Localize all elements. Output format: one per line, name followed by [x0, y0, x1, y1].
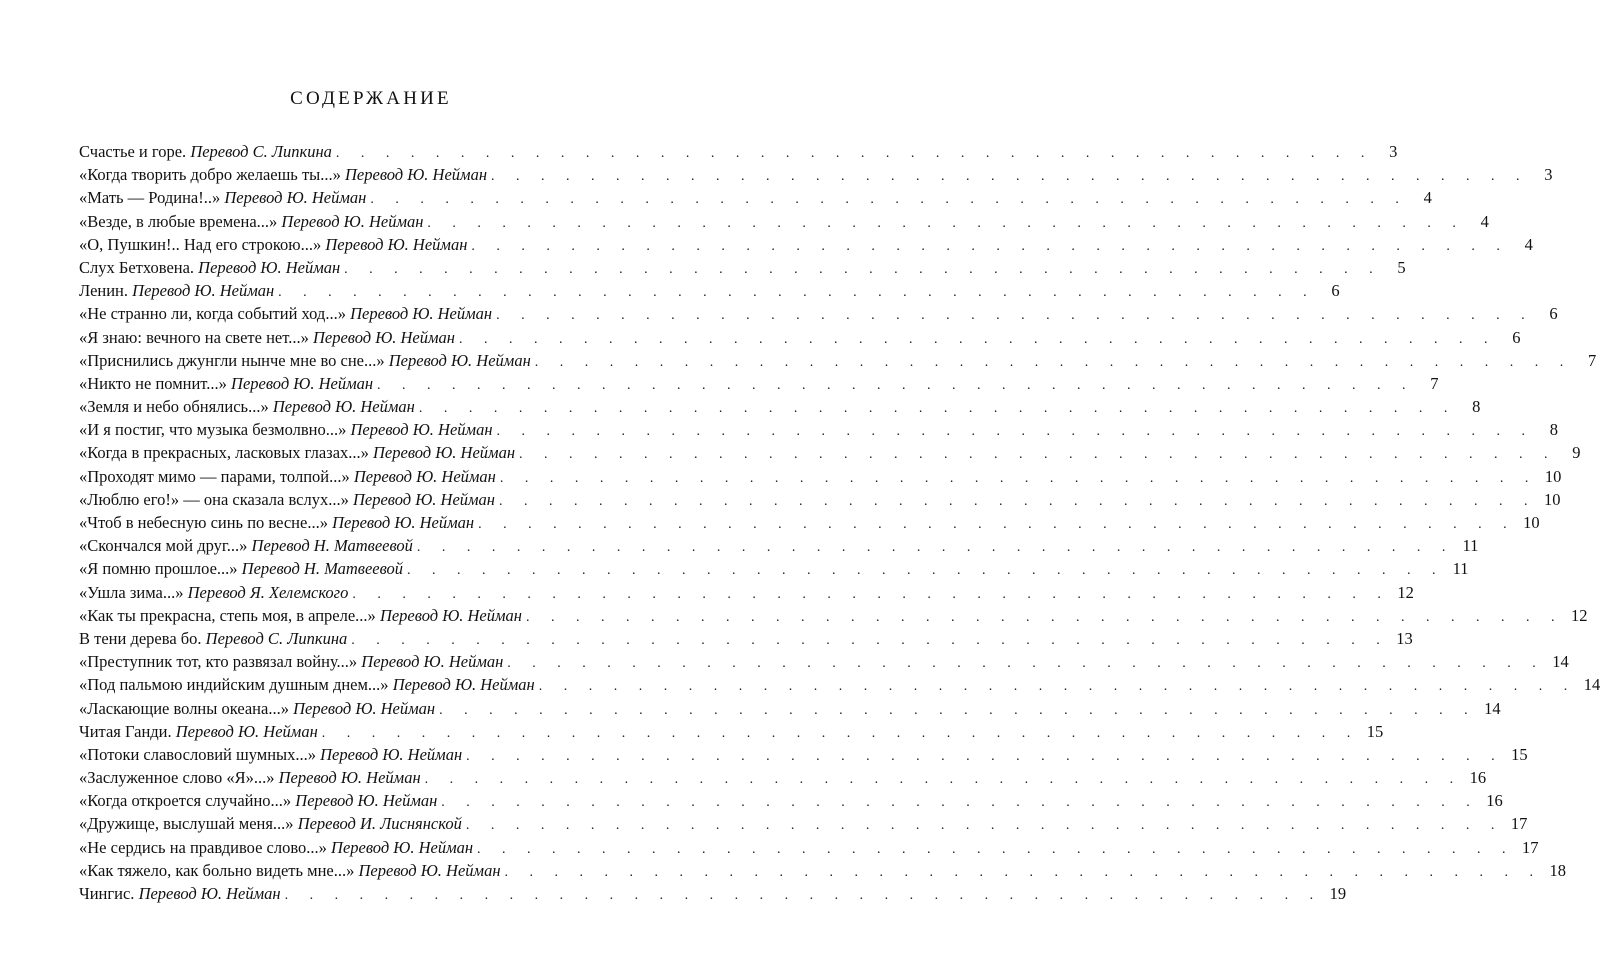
- toc-entry-title: Ленин.: [79, 281, 129, 301]
- toc-entry: [79, 466, 1562, 490]
- toc-entry: [79, 605, 1588, 629]
- toc-page-number: 12: [1570, 605, 1588, 625]
- toc-entry: [79, 675, 1600, 698]
- dot-leader: . . . . . . . . . . . . . . . . . . . . . . . . . . . . . . . . . . . . . . . . . .: [538, 679, 1577, 695]
- toc-entry: [79, 837, 1539, 861]
- toc-page-number: 6: [1549, 304, 1558, 324]
- dot-leader: . . . . . . . . . . . . . . . . . . . . . . . . . . . . . . . . . . . . . . . . . .: [499, 470, 1538, 486]
- toc-entry-title: «Не сердись на правдивое слово...»: [79, 837, 327, 857]
- toc-page-number: 15: [1511, 744, 1528, 764]
- dot-leader: . . . . . . . . . . . . . . . . . . . . . . . . . . . . . . . . . . . . . . . . . .: [370, 192, 1408, 208]
- toc-entry-title: «Заслуженное слово «Я»...»: [79, 768, 275, 788]
- dot-leader: . . . . . . . . . . . . . . . . . . . . . . . . . . . . . . . . . . . . . . . . . .: [321, 725, 1360, 741]
- dot-leader: . . . . . . . . . . . . . . . . . . . . . . . . . . . . . . . . . . . . . . . . . .: [478, 517, 1516, 532]
- toc-entry-title: «О, Пушкин!.. Над его строкою...»: [79, 234, 322, 254]
- dot-leader: . . . . . . . . . . . . . . . . . . . . . . . . . . . . . . . . . . . . . . . . . .: [407, 563, 1445, 579]
- toc-entry-translator: Перевод Ю. Нейман: [175, 721, 318, 741]
- toc-entry-translator: Перевод Ю. Нейман: [132, 281, 275, 301]
- dot-leader: . . . . . . . . . . . . . . . . . . . . . . . . . . . . . . . . . . . . . . . . . .: [427, 215, 1465, 231]
- toc-entry-title: «Никто не помнит...»: [79, 373, 227, 393]
- dot-leader: . . . . . . . . . . . . . . . . . . . . . . . . . . . . . . . . . . . . . . . . . .: [458, 331, 1497, 347]
- toc-entry: [79, 142, 1398, 165]
- toc-entry-text: [79, 768, 421, 788]
- dot-leader: . . . . . . . . . . . . . . . . . . . . . . . . . . . . . . . . . . . . . . . . . .: [507, 656, 1545, 672]
- toc-entry-text: [79, 351, 531, 371]
- toc-entry-translator: Перевод Ю. Нейман: [392, 675, 535, 695]
- toc-entry-title: «Дружище, выслушай меня...»: [79, 814, 294, 834]
- toc-entry: [79, 304, 1558, 327]
- toc-entry: [79, 420, 1559, 443]
- toc-entry-text: [79, 838, 473, 858]
- toc-page-number: 14: [1484, 698, 1501, 718]
- dot-leader: . . . . . . . . . . . . . . . . . . . . . . . . . . . . . . . . . . . . . . . . . .: [424, 772, 1463, 788]
- toc-entry-text: [79, 490, 495, 510]
- dot-leader: . . . . . . . . . . . . . . . . . . . . . . . . . . . . . . . . . . . . . . . . . .: [519, 447, 1557, 463]
- toc-entry-translator: Перевод Ю. Нейман: [293, 698, 436, 718]
- toc-entry-text: [79, 188, 366, 208]
- toc-entry-text: [79, 281, 274, 301]
- toc-entry-translator: Перевод Ю. Нейман: [231, 373, 374, 393]
- toc-entry-translator: Перевод С. Липкина: [205, 628, 348, 648]
- table-of-contents: [79, 142, 1600, 907]
- toc-entry-text: [79, 652, 503, 672]
- toc-entry-title: «Не странно ли, когда событий ход...»: [79, 304, 346, 324]
- toc-entry-translator: Перевод Ю. Нейман: [350, 420, 493, 440]
- toc-entry-text: [79, 420, 493, 440]
- toc-entry: [79, 327, 1521, 351]
- toc-page-number: 14: [1552, 652, 1569, 672]
- toc-page-number: 9: [1572, 443, 1581, 463]
- dot-leader: . . . . . . . . . . . . . . . . . . . . . . . . . . . . . . . . . . . . . . . . . .: [278, 285, 1316, 301]
- toc-entry: [79, 257, 1406, 281]
- dot-leader: . . . . . . . . . . . . . . . . . . . . . . . . . . . . . . . . . . . . . . . . . .: [477, 841, 1515, 857]
- toc-page-number: 6: [1512, 327, 1521, 347]
- dot-leader: . . . . . . . . . . . . . . . . . . . . . . . . . . . . . . . . . . . . . . . . . .: [491, 169, 1529, 185]
- dot-leader: . . . . . . . . . . . . . . . . . . . . . . . . . . . . . . . . . . . . . . . . . .: [284, 888, 1323, 903]
- toc-entry-text: [79, 165, 487, 185]
- toc-entry-text: [79, 328, 455, 348]
- toc-entry-text: [79, 212, 423, 232]
- dot-leader: . . . . . . . . . . . . . . . . . . . . . . . . . . . . . . . . . . . . . . . . . .: [471, 238, 1509, 254]
- toc-entry: [79, 489, 1561, 513]
- toc-entry: [79, 744, 1528, 768]
- toc-page-number: 6: [1331, 281, 1340, 301]
- toc-entry-title: «Я помню прошлое...»: [79, 559, 238, 579]
- toc-entry-title: Счастье и горе.: [79, 142, 187, 161]
- toc-entry-text: [79, 513, 474, 533]
- toc-entry-title: «Люблю его!» — она сказала вслух...»: [79, 489, 349, 509]
- toc-page-number: 8: [1549, 420, 1559, 440]
- toc-entry-text: [79, 304, 492, 324]
- toc-entry: [79, 628, 1413, 652]
- toc-entry: [79, 513, 1540, 536]
- toc-page-number: 19: [1329, 884, 1347, 903]
- toc-page-number: 7: [1588, 350, 1597, 370]
- toc-entry-title: «Скончался мой друг...»: [79, 536, 248, 556]
- toc-entry: [79, 860, 1566, 884]
- toc-page-number: 17: [1522, 837, 1539, 857]
- toc-page-number: 4: [1524, 234, 1533, 254]
- toc-entry: [79, 211, 1489, 235]
- toc-entry: [79, 350, 1597, 374]
- toc-entry: [79, 791, 1503, 814]
- toc-entry-translator: Перевод Ю. Нейман: [373, 443, 516, 463]
- page-title: СОДЕРЖАНИЕ: [290, 88, 452, 109]
- toc-entry-translator: Перевод Ю. Нейман: [352, 489, 495, 509]
- toc-entry-translator: Перевод Ю. Нейман: [295, 791, 438, 811]
- toc-entry-translator: Перевод Ю. Нейман: [312, 327, 455, 347]
- toc-entry-title: «Везде, в любые времена...»: [79, 211, 278, 231]
- toc-entry-text: [79, 235, 467, 255]
- toc-entry-text: [79, 699, 435, 719]
- toc-entry-title: «Как тяжело, как больно видеть мне...»: [79, 860, 355, 880]
- toc-entry-title: «Проходят мимо — парами, толпой...»: [79, 466, 350, 486]
- toc-entry-translator: Перевод Ю. Нейман: [331, 837, 474, 857]
- toc-entry-title: «Мать — Родина!..»: [79, 188, 221, 208]
- toc-entry-text: [79, 745, 462, 765]
- dot-leader: . . . . . . . . . . . . . . . . . . . . . . . . . . . . . . . . . . . . . . . . . .: [352, 586, 1390, 602]
- toc-entry-title: Слух Бетховена.: [79, 257, 195, 277]
- toc-entry-title: «Как ты прекрасна, степь моя, в апреле...»: [79, 605, 376, 625]
- toc-entry: [79, 698, 1501, 722]
- toc-entry-text: [79, 467, 496, 487]
- toc-entry-translator: Перевод Ю. Нейман: [224, 188, 367, 208]
- dot-leader: . . . . . . . . . . . . . . . . . . . . . . . . . . . . . . . . . . . . . . . . . .: [525, 609, 1564, 625]
- toc-entry-title: «Когда откроется случайно...»: [79, 791, 292, 811]
- toc-entry-title: Чингис.: [79, 884, 135, 903]
- toc-entry: [79, 397, 1481, 420]
- toc-page-number: 15: [1366, 721, 1384, 741]
- dot-leader: . . . . . . . . . . . . . . . . . . . . . . . . . . . . . . . . . . . . . . . . . .: [377, 377, 1415, 393]
- dot-leader: . . . . . . . . . . . . . . . . . . . . . . . . . . . . . . . . . . . . . . . . . .: [351, 632, 1389, 648]
- dot-leader: . . . . . . . . . . . . . . . . . . . . . . . . . . . . . . . . . . . . . . . . . .: [465, 818, 1504, 834]
- toc-entry-title: «Я знаю: вечного на свете нет...»: [79, 327, 309, 347]
- toc-page-number: 4: [1423, 188, 1432, 208]
- toc-entry-title: «Чтоб в небесную синь по весне...»: [79, 513, 328, 532]
- toc-entry-title: «Преступник тот, кто развязал войну...»: [79, 652, 358, 672]
- toc-page-number: 12: [1397, 582, 1414, 602]
- toc-page-number: 4: [1480, 211, 1489, 231]
- toc-entry: [79, 443, 1581, 466]
- toc-page-number: 18: [1549, 860, 1566, 880]
- toc-entry-translator: Перевод Ю. Нейман: [281, 211, 424, 231]
- dot-leader: . . . . . . . . . . . . . . . . . . . . . . . . . . . . . . . . . . . . . . . . . .: [504, 864, 1542, 880]
- toc-entry-translator: Перевод Ю. Нейман: [272, 397, 415, 417]
- toc-entry: [79, 165, 1553, 188]
- toc-page-number: 7: [1430, 373, 1439, 393]
- toc-entry-title: «Под пальмою индийским душным днем...»: [79, 675, 389, 695]
- toc-page-number: 5: [1397, 257, 1406, 277]
- toc-entry-text: [79, 722, 318, 742]
- toc-entry-translator: Перевод Ю. Нейман: [138, 884, 281, 903]
- toc-entry-translator: Перевод Ю. Нейман: [350, 304, 493, 324]
- toc-page-number: 10: [1544, 466, 1562, 486]
- toc-entry-text: [79, 606, 522, 626]
- toc-entry-title: Читая Ганди.: [79, 721, 172, 741]
- toc-entry-translator: Перевод Ю. Нейман: [358, 860, 501, 880]
- toc-page-number: 13: [1396, 628, 1413, 648]
- toc-entry-translator: Перевод Я. Хелемского: [187, 582, 349, 602]
- toc-entry-title: «Когда творить добро желаешь ты...»: [79, 165, 341, 185]
- dot-leader: . . . . . . . . . . . . . . . . . . . . . . . . . . . . . . . . . . . . . . . . . .: [416, 540, 1455, 556]
- toc-entry-title: «Ласкающие волны океана...»: [79, 698, 289, 718]
- toc-entry-translator: Перевод Н. Матвеевой: [251, 536, 413, 556]
- toc-entry-title: «Ушла зима...»: [79, 582, 184, 602]
- toc-entry-text: [79, 675, 535, 695]
- toc-page-number: 3: [1389, 142, 1398, 161]
- toc-entry-text: [79, 791, 437, 811]
- dot-leader: . . . . . . . . . . . . . . . . . . . . . . . . . . . . . . . . . . . . . . . . . .: [418, 401, 1457, 417]
- dot-leader: . . . . . . . . . . . . . . . . . . . . . . . . . . . . . . . . . . . . . . . . . .: [496, 424, 1535, 440]
- toc-entry: [79, 234, 1533, 258]
- toc-entry-title: «Когда в прекрасных, ласковых глазах...»: [79, 443, 369, 463]
- toc-entry-text: [79, 258, 340, 278]
- toc-entry: [79, 814, 1528, 837]
- toc-page-number: 11: [1452, 559, 1469, 579]
- dot-leader: . . . . . . . . . . . . . . . . . . . . . . . . . . . . . . . . . . . . . . . . . .: [344, 261, 1382, 277]
- toc-entry-text: [79, 443, 515, 463]
- toc-entry-text: [79, 142, 332, 162]
- toc-entry-translator: Перевод Н. Матвеевой: [241, 559, 404, 579]
- toc-entry-text: [79, 397, 415, 417]
- toc-entry-translator: Перевод Ю. Нейман: [379, 605, 522, 625]
- toc-entry-title: «Потоки славословий шумных...»: [79, 744, 316, 764]
- toc-entry-text: [79, 536, 413, 556]
- dot-leader: . . . . . . . . . . . . . . . . . . . . . . . . . . . . . . . . . . . . . . . . . .: [496, 308, 1534, 324]
- toc-entry-title: «И я постиг, что музыка безмолвно...»: [79, 420, 347, 440]
- dot-leader: . . . . . . . . . . . . . . . . . . . . . . . . . . . . . . . . . . . . . . . . . .: [441, 795, 1479, 811]
- toc-entry: [79, 188, 1432, 211]
- toc-page-number: 17: [1510, 814, 1528, 834]
- toc-entry-translator: Перевод И. Лиснянской: [297, 814, 462, 834]
- dot-leader: . . . . . . . . . . . . . . . . . . . . . . . . . . . . . . . . . . . . . . . . . .: [335, 146, 1374, 161]
- dot-leader: . . . . . . . . . . . . . . . . . . . . . . . . . . . . . . . . . . . . . . . . . .: [466, 748, 1504, 764]
- toc-entry: [79, 536, 1479, 559]
- toc-page-number: 10: [1523, 513, 1540, 532]
- toc-entry-translator: Перевод Ю. Нейман: [353, 466, 496, 486]
- toc-entry: [79, 768, 1487, 791]
- toc-entry-text: [79, 884, 281, 904]
- toc-page-number: 14: [1583, 675, 1600, 695]
- toc-entry-translator: Перевод Ю. Нейман: [325, 234, 468, 254]
- toc-page-number: 10: [1543, 489, 1561, 509]
- toc-entry-translator: Перевод Ю. Нейман: [320, 744, 463, 764]
- toc-page-number: 8: [1472, 397, 1481, 417]
- toc-entry-text: [79, 374, 373, 394]
- toc-entry: [79, 373, 1439, 397]
- toc-entry-title: В тени дерева бо.: [79, 628, 202, 648]
- toc-entry-text: [79, 559, 403, 579]
- toc-entry-translator: Перевод Ю. Нейман: [345, 165, 488, 185]
- toc-entry-text: [79, 629, 347, 649]
- toc-entry-translator: Перевод Ю. Нейман: [198, 257, 341, 277]
- toc-entry-translator: Перевод Ю. Нейман: [278, 768, 421, 788]
- toc-page-number: 3: [1544, 165, 1553, 185]
- toc-page-number: 16: [1486, 791, 1503, 811]
- toc-entry: [79, 559, 1469, 582]
- toc-entry-text: [79, 814, 462, 834]
- toc-entry-text: [79, 861, 501, 881]
- toc-entry-text: [79, 583, 348, 603]
- dot-leader: . . . . . . . . . . . . . . . . . . . . . . . . . . . . . . . . . . . . . . . . . .: [498, 493, 1537, 509]
- toc-entry: [79, 582, 1414, 606]
- toc-entry-title: «Приснились джунгли нынче мне во сне...»: [79, 350, 385, 370]
- toc-entry: [79, 884, 1347, 907]
- toc-entry-translator: Перевод Ю. Нейман: [332, 513, 475, 532]
- toc-page-number: 11: [1462, 536, 1479, 556]
- toc-entry-translator: Перевод Ю. Нейман: [361, 652, 504, 672]
- toc-entry-translator: Перевод С. Липкина: [190, 142, 332, 161]
- dot-leader: . . . . . . . . . . . . . . . . . . . . . . . . . . . . . . . . . . . . . . . . . .: [439, 702, 1477, 718]
- toc-entry: [79, 652, 1569, 675]
- toc-entry-translator: Перевод Ю. Нейман: [388, 350, 531, 370]
- toc-entry: [79, 281, 1340, 304]
- toc-entry: [79, 721, 1384, 745]
- dot-leader: . . . . . . . . . . . . . . . . . . . . . . . . . . . . . . . . . . . . . . . . . .: [534, 354, 1573, 370]
- toc-page-number: 16: [1469, 768, 1487, 788]
- toc-entry-title: «Земля и небо обнялись...»: [79, 397, 269, 417]
